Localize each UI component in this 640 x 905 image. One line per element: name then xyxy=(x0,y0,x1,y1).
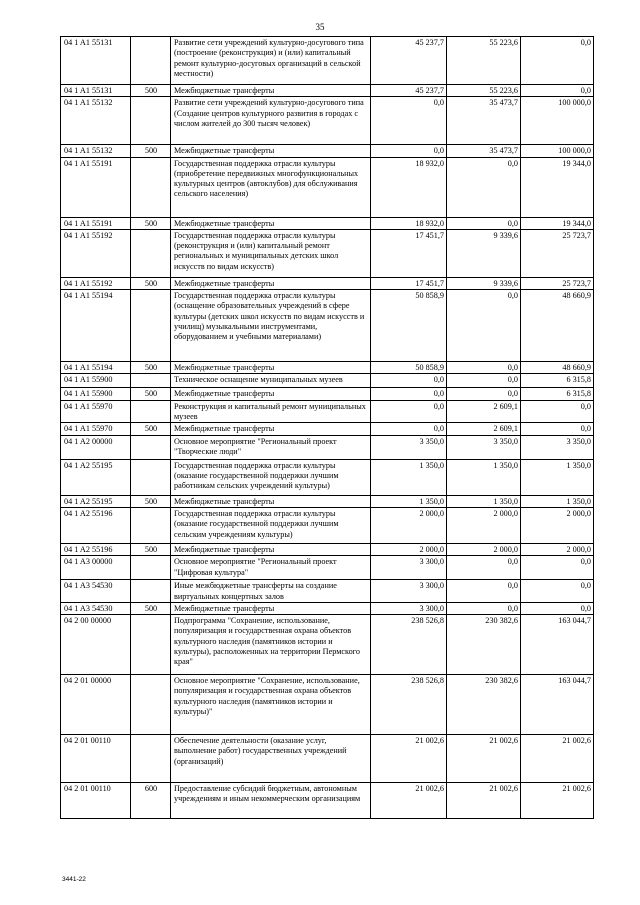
row-code: 04 2 01 00110 xyxy=(61,783,131,819)
row-code: 04 1 A3 54530 xyxy=(61,580,131,603)
row-name: Государственная поддержка отрасли культуры (реконструкция и (или) капитальный ремонт региональных и муниципальных детских школ искусств по видам искусств) xyxy=(171,229,371,277)
row-expense-type xyxy=(131,290,171,362)
row-code: 04 1 A3 54530 xyxy=(61,602,131,614)
table-row xyxy=(61,435,594,459)
row-expense-type xyxy=(131,400,171,423)
row-value-3: 21 002,6 xyxy=(521,735,594,783)
footer-code: 3441-22 xyxy=(62,876,86,883)
row-value-1: 21 002,6 xyxy=(371,735,447,783)
row-value-2: 1 350,0 xyxy=(447,459,521,495)
row-name: Основное мероприятие "Региональный проект "Цифровая культура" xyxy=(171,556,371,580)
row-value-1: 17 451,7 xyxy=(371,277,447,289)
row-value-2: 0,0 xyxy=(447,556,521,580)
row-value-3: 0,0 xyxy=(521,602,594,614)
row-value-2: 21 002,6 xyxy=(447,783,521,819)
row-expense-type: 500 xyxy=(131,388,171,400)
row-value-3: 6 315,8 xyxy=(521,374,594,388)
row-value-3: 163 044,7 xyxy=(521,615,594,675)
table-row xyxy=(61,362,594,374)
row-expense-type: 500 xyxy=(131,217,171,229)
row-code: 04 1 A1 55970 xyxy=(61,400,131,423)
row-value-3: 1 350,0 xyxy=(521,495,594,507)
table-row xyxy=(61,290,594,362)
row-expense-type xyxy=(131,507,171,543)
row-code: 04 1 A1 55192 xyxy=(61,277,131,289)
table-row xyxy=(61,97,594,145)
row-code: 04 2 01 00000 xyxy=(61,675,131,735)
row-value-2: 21 002,6 xyxy=(447,735,521,783)
row-value-3: 25 723,7 xyxy=(521,277,594,289)
row-value-3: 25 723,7 xyxy=(521,229,594,277)
row-name: Подпрограмма "Сохранение, использование, популяризация и государственная охрана объектов культурного наследия (памятников истории и культуры), расположенных на территории Пермского края" xyxy=(171,615,371,675)
row-name: Техническое оснащение муниципальных музеев xyxy=(171,374,371,388)
row-value-2: 0,0 xyxy=(447,374,521,388)
row-value-2: 0,0 xyxy=(447,362,521,374)
row-name: Межбюджетные трансферты xyxy=(171,602,371,614)
table-row xyxy=(61,85,594,97)
row-value-2: 1 350,0 xyxy=(447,495,521,507)
row-value-3: 3 350,0 xyxy=(521,435,594,459)
row-value-2: 9 339,6 xyxy=(447,277,521,289)
table-row xyxy=(61,507,594,543)
row-value-2: 0,0 xyxy=(447,217,521,229)
row-expense-type: 500 xyxy=(131,543,171,555)
row-name: Межбюджетные трансферты xyxy=(171,495,371,507)
row-value-1: 50 858,9 xyxy=(371,290,447,362)
row-expense-type xyxy=(131,615,171,675)
row-value-2: 2 000,0 xyxy=(447,507,521,543)
row-name: Государственная поддержка отрасли культуры (оснащение образовательных учреждений в сфере культуры (детских школ искусств по видам искусств и училищ) музыкальными инструментами, оборудованием и учебными материалами) xyxy=(171,290,371,362)
table-row xyxy=(61,459,594,495)
page-number: 35 xyxy=(315,22,325,32)
table-row xyxy=(61,157,594,217)
row-value-2: 0,0 xyxy=(447,580,521,603)
row-value-3: 0,0 xyxy=(521,37,594,85)
table-row xyxy=(61,374,594,388)
row-name: Реконструкция и капитальный ремонт муниципальных музеев xyxy=(171,400,371,423)
row-expense-type xyxy=(131,675,171,735)
row-expense-type: 500 xyxy=(131,145,171,157)
row-value-2: 230 382,6 xyxy=(447,675,521,735)
row-expense-type: 500 xyxy=(131,277,171,289)
row-expense-type xyxy=(131,459,171,495)
row-code: 04 1 A1 55970 xyxy=(61,423,131,435)
row-value-1: 21 002,6 xyxy=(371,783,447,819)
row-value-3: 100 000,0 xyxy=(521,97,594,145)
row-value-3: 1 350,0 xyxy=(521,459,594,495)
row-value-3: 100 000,0 xyxy=(521,145,594,157)
row-value-2: 35 473,7 xyxy=(447,97,521,145)
row-value-1: 18 932,0 xyxy=(371,217,447,229)
table-row xyxy=(61,37,594,85)
row-code: 04 1 A1 55191 xyxy=(61,157,131,217)
table-row xyxy=(61,277,594,289)
row-value-1: 45 237,7 xyxy=(371,37,447,85)
row-value-2: 9 339,6 xyxy=(447,229,521,277)
row-value-2: 55 223,6 xyxy=(447,37,521,85)
row-value-2: 2 609,1 xyxy=(447,423,521,435)
budget-table-body xyxy=(61,37,594,819)
row-expense-type: 500 xyxy=(131,85,171,97)
row-value-1: 0,0 xyxy=(371,423,447,435)
table-row xyxy=(61,556,594,580)
row-name: Иные межбюджетные трансферты на создание виртуальных концертных залов xyxy=(171,580,371,603)
row-value-1: 2 000,0 xyxy=(371,507,447,543)
row-expense-type xyxy=(131,435,171,459)
row-code: 04 1 A1 55131 xyxy=(61,37,131,85)
budget-table xyxy=(60,36,594,819)
row-value-3: 2 000,0 xyxy=(521,507,594,543)
row-name: Межбюджетные трансферты xyxy=(171,543,371,555)
table-row xyxy=(61,735,594,783)
row-name: Государственная поддержка отрасли культуры (оказание государственной поддержки лучшим работникам сельских учреждений культуры) xyxy=(171,459,371,495)
row-value-3: 6 315,8 xyxy=(521,388,594,400)
row-expense-type: 500 xyxy=(131,362,171,374)
row-code: 04 1 A2 55195 xyxy=(61,459,131,495)
row-name: Межбюджетные трансферты xyxy=(171,145,371,157)
row-value-3: 48 660,9 xyxy=(521,362,594,374)
table-row xyxy=(61,675,594,735)
row-expense-type xyxy=(131,157,171,217)
row-value-3: 0,0 xyxy=(521,556,594,580)
row-value-3: 2 000,0 xyxy=(521,543,594,555)
row-code: 04 1 A1 55194 xyxy=(61,290,131,362)
row-value-3: 0,0 xyxy=(521,423,594,435)
row-code: 04 1 A1 55131 xyxy=(61,85,131,97)
row-code: 04 2 00 00000 xyxy=(61,615,131,675)
table-row xyxy=(61,580,594,603)
row-expense-type: 500 xyxy=(131,602,171,614)
row-value-2: 0,0 xyxy=(447,388,521,400)
row-value-2: 0,0 xyxy=(447,157,521,217)
row-expense-type: 500 xyxy=(131,423,171,435)
table-row xyxy=(61,400,594,423)
row-code: 04 1 A1 55132 xyxy=(61,97,131,145)
row-value-2: 0,0 xyxy=(447,602,521,614)
row-expense-type: 600 xyxy=(131,783,171,819)
row-code: 04 2 01 00110 xyxy=(61,735,131,783)
row-value-1: 0,0 xyxy=(371,400,447,423)
row-expense-type xyxy=(131,229,171,277)
row-value-1: 50 858,9 xyxy=(371,362,447,374)
table-row xyxy=(61,229,594,277)
row-name: Обеспечение деятельности (оказание услуг, выполнение работ) государственных учреждений (организаций) xyxy=(171,735,371,783)
row-expense-type xyxy=(131,97,171,145)
row-name: Межбюджетные трансферты xyxy=(171,362,371,374)
row-value-2: 0,0 xyxy=(447,290,521,362)
row-code: 04 1 A1 55194 xyxy=(61,362,131,374)
row-name: Основное мероприятие "Сохранение, использование, популяризация и государственная охрана объектов культурного наследия (памятников истории и культуры)" xyxy=(171,675,371,735)
row-value-1: 0,0 xyxy=(371,374,447,388)
row-code: 04 1 A2 55196 xyxy=(61,543,131,555)
row-value-3: 48 660,9 xyxy=(521,290,594,362)
table-row xyxy=(61,388,594,400)
row-name: Предоставление субсидий бюджетным, автономным учреждениям и иным некоммерческим организациям xyxy=(171,783,371,819)
row-value-1: 238 526,8 xyxy=(371,675,447,735)
row-name: Межбюджетные трансферты xyxy=(171,388,371,400)
table-row xyxy=(61,543,594,555)
row-value-2: 2 609,1 xyxy=(447,400,521,423)
row-code: 04 1 A1 55192 xyxy=(61,229,131,277)
row-value-1: 3 300,0 xyxy=(371,602,447,614)
row-code: 04 1 A1 55191 xyxy=(61,217,131,229)
row-value-1: 2 000,0 xyxy=(371,543,447,555)
row-name: Межбюджетные трансферты xyxy=(171,277,371,289)
row-name: Государственная поддержка отрасли культуры (приобретение передвижных многофункциональных культурных центров (автоклубов) для обслуживания сельского населения) xyxy=(171,157,371,217)
row-value-1: 45 237,7 xyxy=(371,85,447,97)
row-name: Развитие сети учреждений культурно-досугового типа (Создание центров культурного развития в городах с числом жителей до 300 тысяч человек) xyxy=(171,97,371,145)
row-value-3: 19 344,0 xyxy=(521,217,594,229)
row-value-1: 1 350,0 xyxy=(371,459,447,495)
row-value-1: 1 350,0 xyxy=(371,495,447,507)
row-expense-type xyxy=(131,37,171,85)
row-name: Государственная поддержка отрасли культуры (оказание государственной поддержки лучшим сельским учреждениям культуры) xyxy=(171,507,371,543)
table-row xyxy=(61,495,594,507)
row-value-2: 35 473,7 xyxy=(447,145,521,157)
table-row xyxy=(61,145,594,157)
row-value-1: 3 300,0 xyxy=(371,580,447,603)
row-code: 04 1 A2 55196 xyxy=(61,507,131,543)
row-value-3: 19 344,0 xyxy=(521,157,594,217)
row-name: Межбюджетные трансферты xyxy=(171,85,371,97)
row-name: Межбюджетные трансферты xyxy=(171,217,371,229)
row-expense-type xyxy=(131,735,171,783)
row-value-2: 3 350,0 xyxy=(447,435,521,459)
row-code: 04 1 A1 55900 xyxy=(61,388,131,400)
row-name: Основное мероприятие "Региональный проект "Творческие люди" xyxy=(171,435,371,459)
row-code: 04 1 A2 55195 xyxy=(61,495,131,507)
row-value-1: 17 451,7 xyxy=(371,229,447,277)
row-value-1: 238 526,8 xyxy=(371,615,447,675)
row-value-1: 0,0 xyxy=(371,145,447,157)
row-value-3: 21 002,6 xyxy=(521,783,594,819)
row-expense-type xyxy=(131,556,171,580)
row-expense-type xyxy=(131,580,171,603)
row-value-1: 3 350,0 xyxy=(371,435,447,459)
row-name: Межбюджетные трансферты xyxy=(171,423,371,435)
row-value-3: 0,0 xyxy=(521,580,594,603)
row-value-1: 0,0 xyxy=(371,97,447,145)
row-value-2: 2 000,0 xyxy=(447,543,521,555)
row-value-3: 163 044,7 xyxy=(521,675,594,735)
row-value-3: 0,0 xyxy=(521,85,594,97)
row-value-1: 18 932,0 xyxy=(371,157,447,217)
row-code: 04 1 A1 55132 xyxy=(61,145,131,157)
table-row xyxy=(61,423,594,435)
table-row xyxy=(61,602,594,614)
row-code: 04 1 A2 00000 xyxy=(61,435,131,459)
row-expense-type: 500 xyxy=(131,495,171,507)
table-row xyxy=(61,615,594,675)
row-value-1: 3 300,0 xyxy=(371,556,447,580)
row-expense-type xyxy=(131,374,171,388)
row-value-2: 55 223,6 xyxy=(447,85,521,97)
row-code: 04 1 A1 55900 xyxy=(61,374,131,388)
table-row xyxy=(61,217,594,229)
table-row xyxy=(61,783,594,819)
row-name: Развитие сети учреждений культурно-досугового типа (построение (реконструкция) и (или) капитальный ремонт культурно-досуговых организаций в сельской местности) xyxy=(171,37,371,85)
row-value-1: 0,0 xyxy=(371,388,447,400)
row-value-3: 0,0 xyxy=(521,400,594,423)
row-value-2: 230 382,6 xyxy=(447,615,521,675)
row-code: 04 1 A3 00000 xyxy=(61,556,131,580)
